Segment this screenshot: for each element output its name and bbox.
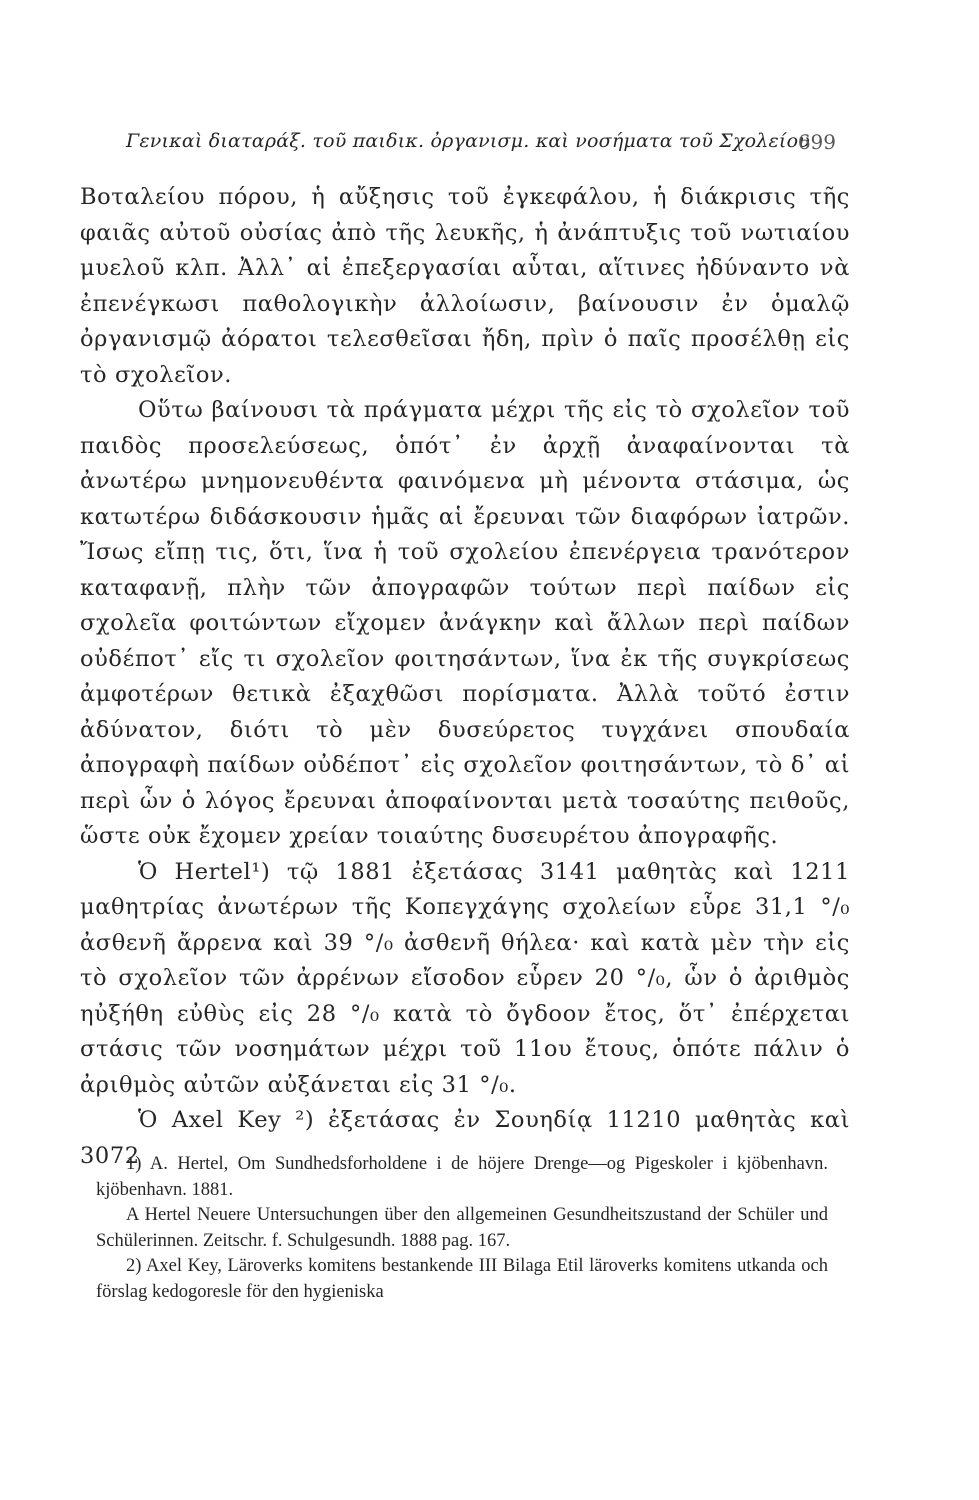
paragraph-2: Οὕτω βαίνουσι τὰ πράγματα μέχρι τῆς εἰς τὸ σχολεῖον τοῦ παιδὸς προσελεύσεως, ὁπότ᾽ ἐν ἀρχῇ ἀναφαίνονται τὰ ἀνωτέρω μνημονευθέντα φαινόμενα μὴ μένοντα στάσιμα, ὡς κατωτέρω διδάσκουσιν ἡμᾶς αἱ ἔρευναι τῶν διαφόρων ἰατρῶν. Ἴσως εἴπῃ τις, ὅτι, ἵνα ἡ τοῦ σχολείου ἐπενέργεια τρανότερον καταφανῇ, πλὴν τῶν ἀπογραφῶν τούτων περὶ παίδων εἰς σχολεῖα φοιτώντων εἴχομεν ἀνάγκην καὶ ἄλλων περὶ παίδων οὐδέποτ᾽ εἴς τι σχολεῖον φοιτησάντων, ἵνα ἐκ τῆς συγκρίσεως ἀμφοτέρων θετικὰ ἐξαχθῶσι πορίσματα. Ἀλλὰ τοῦτό ἐστιν ἀδύνατον, διότι τὸ μὲν δυσεύρετος τυγχάνει σπουδαία ἀπογραφὴ παίδων οὐδέποτ᾽ εἰς σχολεῖον φοιτησάντων, τὸ δ᾽ αἱ περὶ ὧν ὁ λόγος ἔρευναι ἀποφαίνονται μετὰ τοσαύτης πειθοῦς, ὥστε οὐκ ἔχομεν χρείαν τοιαύτης δυσευρέτου ἀπογραφῆς. bbox=[80, 397, 850, 849]
footnote-2: 2) Axel Key, Läroverks komitens bestankende III Bilaga Etil läroverks komitens utkanda och förslag kedogoresle för den hygieniska bbox=[96, 1256, 828, 1302]
paragraph-4: Ὁ Axel Key ²) ἐξετάσας ἐν Σουηδίᾳ 11210 μαθητὰς καὶ 3072 bbox=[80, 1107, 850, 1169]
footnote-1: 1) A. Hertel, Om Sundhedsforholdene i de höjere Drenge—og Pigeskoler i kjöbenhavn. kjöbenhavn. 1881. bbox=[96, 1154, 828, 1200]
running-header-title: Γενικαὶ διαταράξ. τοῦ παιδικ. ὀργανισμ. καὶ νοσήματα τοῦ Σχολείου bbox=[126, 130, 810, 152]
paragraph-1: Βοταλείου πόρου, ἡ αὔξησις τοῦ ἐγκεφάλου, ἡ διάκρισις τῆς φαιᾶς αὐτοῦ οὐσίας ἀπὸ τῆς λευκῆς, ἡ ἀνάπτυξις τοῦ νωτιαίου μυελοῦ κλπ. Ἀλλ᾽ αἱ ἐπεξεργασίαι αὗται, αἵτινες ἠδύναντο νὰ ἐπενέγκωσι παθολογικὴν ἀλλοίωσιν, βαίνουσιν ἐν ὁμαλῷ ὀργανισμῷ ἀόρατοι τελεσθεῖσαι ἤδη, πρὶν ὁ παῖς προσέλθῃ εἰς τὸ σχολεῖον. bbox=[80, 184, 850, 388]
footnote-1-continued: A Hertel Neuere Untersuchungen über den allgemeinen Gesundheitszustand der Schüler und Schülerinnen. Zeitschr. f. Schulgesundh. 1888 pag. 167. bbox=[96, 1205, 828, 1251]
page-number: 699 bbox=[797, 130, 836, 154]
main-text bbox=[80, 180, 850, 1174]
paragraph-3: Ὁ Hertel¹) τῷ 1881 ἐξετάσας 3141 μαθητὰς καὶ 1211 μαθητρίας ἀνωτέρων τῆς Κοπεγχάγης σχολείων εὗρε 31,1 °/₀ ἀσθενῆ ἄρρενα καὶ 39 °/₀ ἀσθενῆ θήλεα· καὶ κατὰ μὲν τὴν εἰς τὸ σχολεῖον τῶν ἀρρένων εἴσοδον εὗρεν 20 °/₀, ὧν ὁ ἀριθμὸς ηὐξήθη εὐθὺς εἰς 28 °/₀ κατὰ τὸ ὄγδοον ἔτος, ὅτ᾽ ἐπέρχεται στάσις τῶν νοσημάτων μέχρι τοῦ 11ου ἔτους, ὁπότε πάλιν ὁ ἀριθμὸς αὐτῶν αὐξάνεται εἰς 31 °/₀. bbox=[80, 858, 850, 1098]
running-header bbox=[126, 130, 836, 152]
footnotes bbox=[96, 1152, 828, 1305]
